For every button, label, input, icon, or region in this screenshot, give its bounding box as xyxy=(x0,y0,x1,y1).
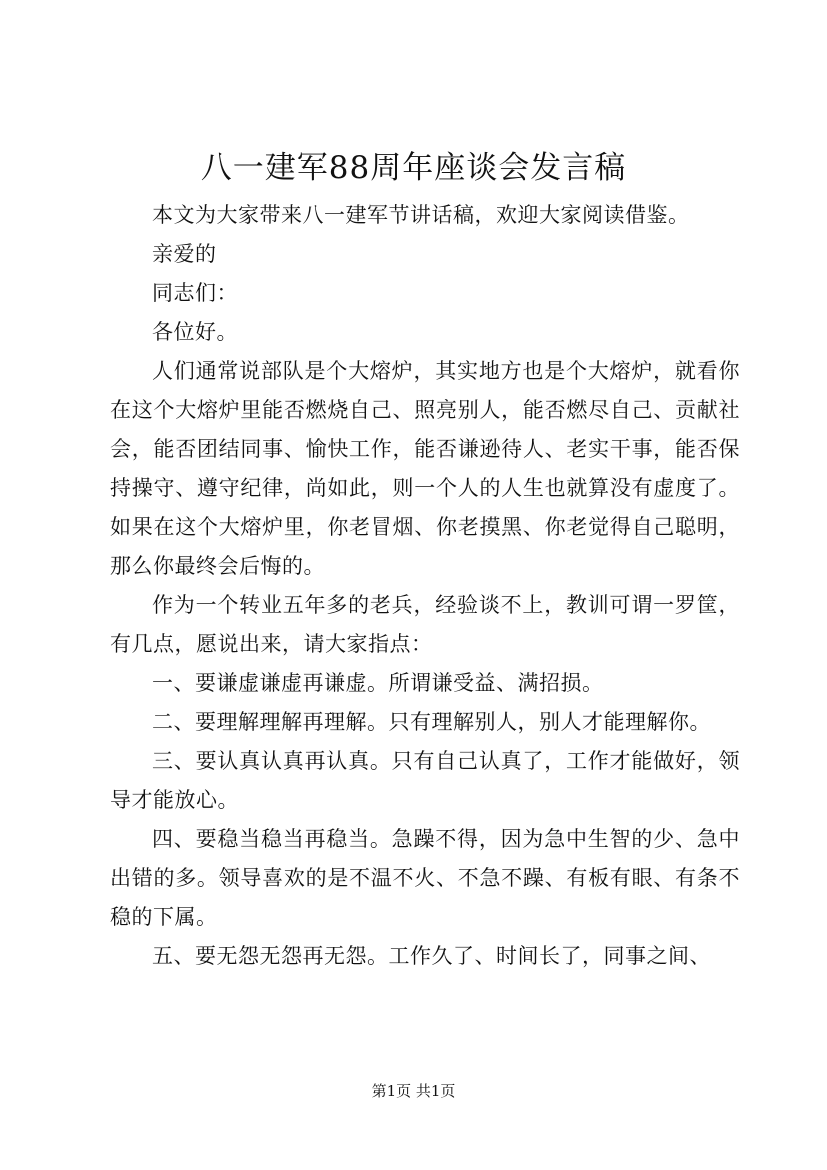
paragraph-greeting: 各位好。 xyxy=(152,320,238,344)
paragraph-salutation-1: 亲爱的 xyxy=(152,242,217,266)
page-footer: 第1页 共1页 xyxy=(371,1082,456,1100)
paragraph-point-3: 三、要认真认真再认真。只有自己认真了，工作才能做好，领导才能放心。 xyxy=(110,749,740,812)
paragraph-salutation-2: 同志们： xyxy=(152,281,238,305)
paragraph-point-4: 四、要稳当稳当再稳当。急躁不得，因为急中生智的少、急中出错的多。领导喜欢的是不温不火、不急不躁、有板有眼、有条不稳的下属。 xyxy=(110,827,740,929)
paragraph-furnace: 人们通常说部队是个大熔炉，其实地方也是个大熔炉，就看你在这个大熔炉里能否燃烧自己、照亮别人，能否燃尽自己、贡献社会，能否团结同事、愉快工作，能否谦逊待人、老实干事，能否保持操守、遵守纪律，尚如此，则一个人的人生也就算没有虚度了。如果在这个大熔炉里，你老冒烟、你老摸黑、你老觉得自己聪明，那么你最终会后悔的。 xyxy=(110,359,740,578)
paragraph-intro: 本文为大家带来八一建军节讲话稿，欢迎大家阅读借鉴。 xyxy=(152,203,690,227)
paragraph-veteran: 作为一个转业五年多的老兵，经验谈不上，教训可谓一罗筐，有几点，愿说出来，请大家指点： xyxy=(110,593,740,656)
document-title: 八一建军88周年座谈会发言稿 xyxy=(200,150,627,186)
paragraph-point-1: 一、要谦虚谦虚再谦虚。所谓谦受益、满招损。 xyxy=(152,671,604,695)
document-body xyxy=(110,196,740,976)
paragraph-point-2: 二、要理解理解再理解。只有理解别人，别人才能理解你。 xyxy=(152,710,711,734)
paragraph-point-5: 五、要无怨无怨再无怨。工作久了、时间长了，同事之间、 xyxy=(152,944,711,968)
